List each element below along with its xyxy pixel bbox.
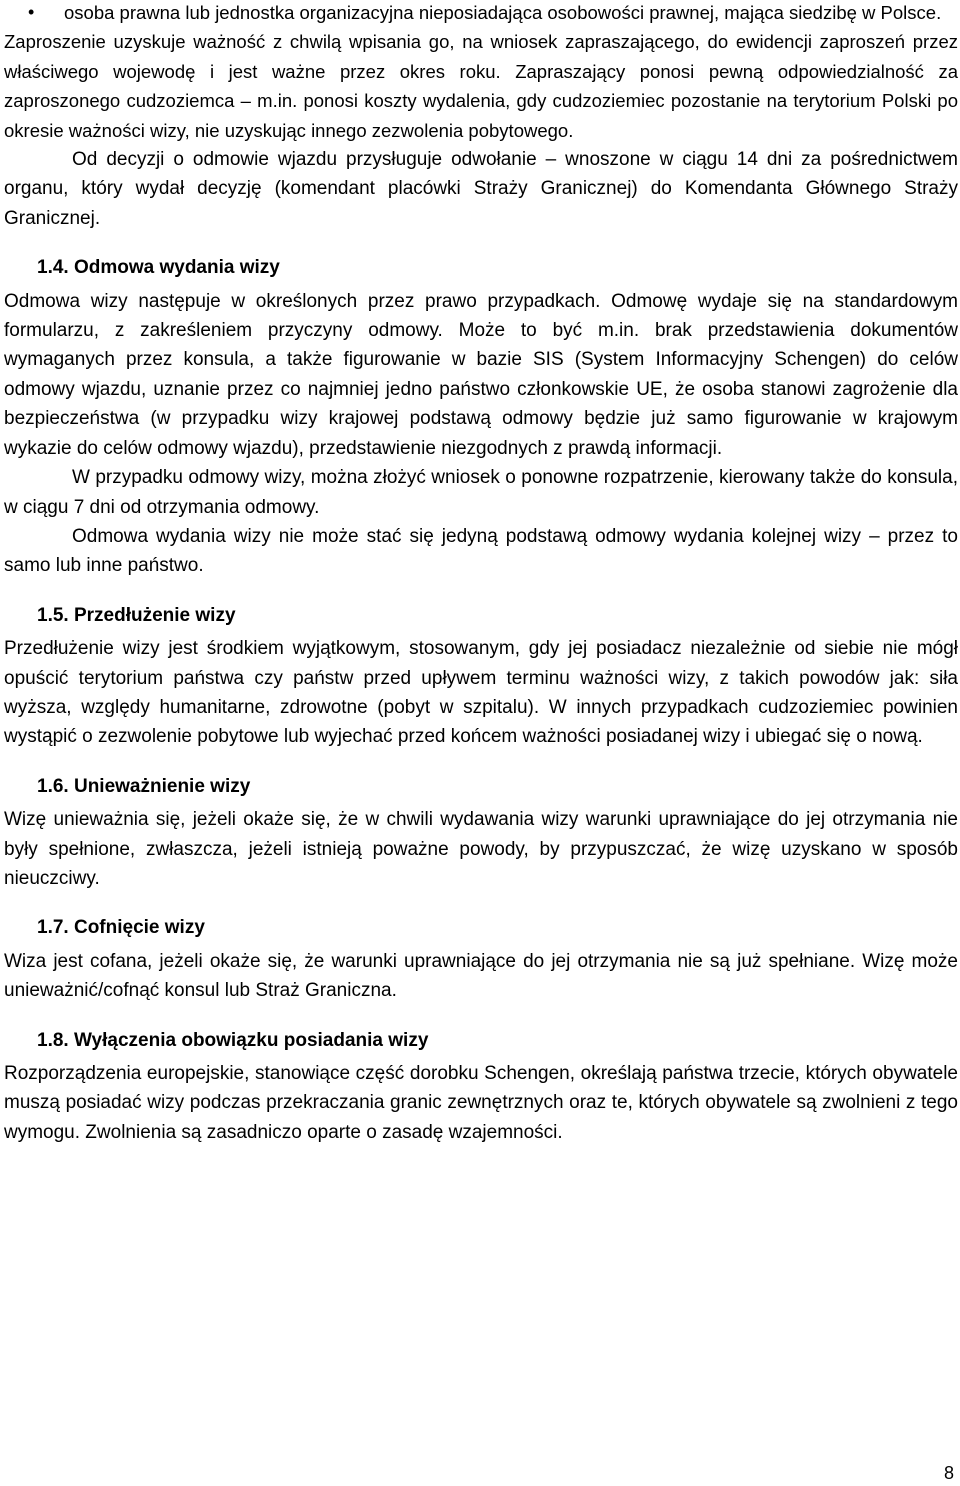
spacer — [4, 752, 958, 772]
bullet-symbol: • — [28, 2, 35, 22]
page-number: 8 — [943, 1463, 954, 1483]
section-heading-1-8: 1.8. Wyłączenia obowiązku posiadania wizy — [37, 1029, 429, 1051]
section-1-7-paragraph-1: Wiza jest cofana, jeżeli okaże się, że warunki uprawniające do jej otrzymania nie są już spełniane. Wizę może unieważnić/cofnąć konsul lub Straż Graniczna. — [4, 950, 958, 1002]
section-heading-1-5: 1.5. Przedłużenie wizy — [37, 604, 236, 626]
section-1-5-paragraph-1: Przedłużenie wizy jest środkiem wyjątkowym, stosowanym, gdy jej posiadacz niezależnie od siebie nie mógł opuścić terytorium państwa czy państw przed upływem terminu ważności wizy, z takich powodów jak: siła wyższa, względy humanitarne, zdrowotne (pobyt w szpitalu). W innych przypadkach cudzoziemiec powinien wystąpić o zezwolenie pobytowe lub wyjechać przed końcem ważności posiadanej wizy i ubiegać się o nową. — [4, 638, 958, 748]
spacer — [4, 893, 958, 913]
section-1-6-paragraph-1: Wizę unieważnia się, jeżeli okaże się, że w chwili wydawania wizy warunki uprawniające do jej otrzymania nie były spełnione, zwłaszcza, jeżeli istnieją poważne powody, by przypuszczać, że wizę uzyskano w sposób nieuczciwy. — [4, 809, 958, 889]
bullet-item — [4, 0, 958, 27]
section-1-8-paragraph-1: Rozporządzenia europejskie, stanowiące część dorobku Schengen, określają państwa trzecie, których obywatele muszą posiadać wizy podczas przekraczania granic zewnętrznych oraz te, których obywatele są zwolnieni z tego wymogu. Zwolnienia są zasadniczo oparte o zasadę wzajemności. — [4, 1063, 958, 1143]
section-heading-1-4: 1.4. Odmowa wydania wizy — [37, 257, 280, 279]
section-1-4-paragraph-1: Odmowa wizy następuje w określonych przez prawo przypadkach. Odmowę wydaje się na standardowym formularzu, z zakreśleniem przyczyny odmowy. Może to być m.in. brak przedstawienia dokumentów wymaganych przez konsula, a także figurowanie w bazie SIS (System Informacyjny Schengen) do celów odmowy wjazdu, uznanie przez co najmniej jedno państwo członkowskie UE, że osoba stanowi zagrożenie dla bezpieczeństwa (w przypadku wizy krajowej podstawą odmowy będzie już samo figurowanie w krajowym wykazie do celów odmowy wjazdu), przedstawienie niezgodnych z prawdą informacji. — [4, 290, 958, 459]
bullet-text: osoba prawna lub jednostka organizacyjna nieposiadająca osobowości prawnej, mająca siedzibę w Polsce. — [64, 2, 942, 23]
document-page — [4, 0, 958, 1486]
spacer — [4, 581, 958, 601]
section-1-4-paragraph-2: W przypadku odmowy wizy, można złożyć wniosek o ponowne rozpatrzenie, kierowany także do konsula, w ciągu 7 dni od otrzymania odmowy. — [4, 467, 958, 518]
section-heading-1-6: 1.6. Unieważnienie wizy — [37, 775, 251, 797]
spacer — [4, 233, 958, 253]
spacer — [4, 1006, 958, 1026]
section-heading-1-7: 1.7. Cofnięcie wizy — [37, 917, 205, 939]
intro-paragraph-1: Zaproszenie uzyskuje ważność z chwilą wpisania go, na wniosek zapraszającego, do ewidencji zaproszeń przez właściwego wojewodę i jest ważne przez okres roku. Zapraszający ponosi pewną odpowiedzialność za zaproszonego cudzoziemca – m.in. ponosi koszty wydalenia, gdy cudzoziemiec pozostanie na terytorium Polski po okresie ważności wizy, nie uzyskując innego zezwolenia pobytowego. — [4, 31, 958, 141]
section-1-4-paragraph-3: Odmowa wydania wizy nie może stać się jedyną podstawą odmowy wydania kolejnej wizy – przez to samo lub inne państwo. — [4, 525, 958, 577]
intro-paragraph-2: Od decyzji o odmowie wjazdu przysługuje odwołanie – wnoszone w ciągu 14 dni za pośrednictwem organu, który wydał decyzję (komendant placówki Straży Granicznej) do Komendanta Głównego Straży Granicznej. — [4, 149, 958, 229]
